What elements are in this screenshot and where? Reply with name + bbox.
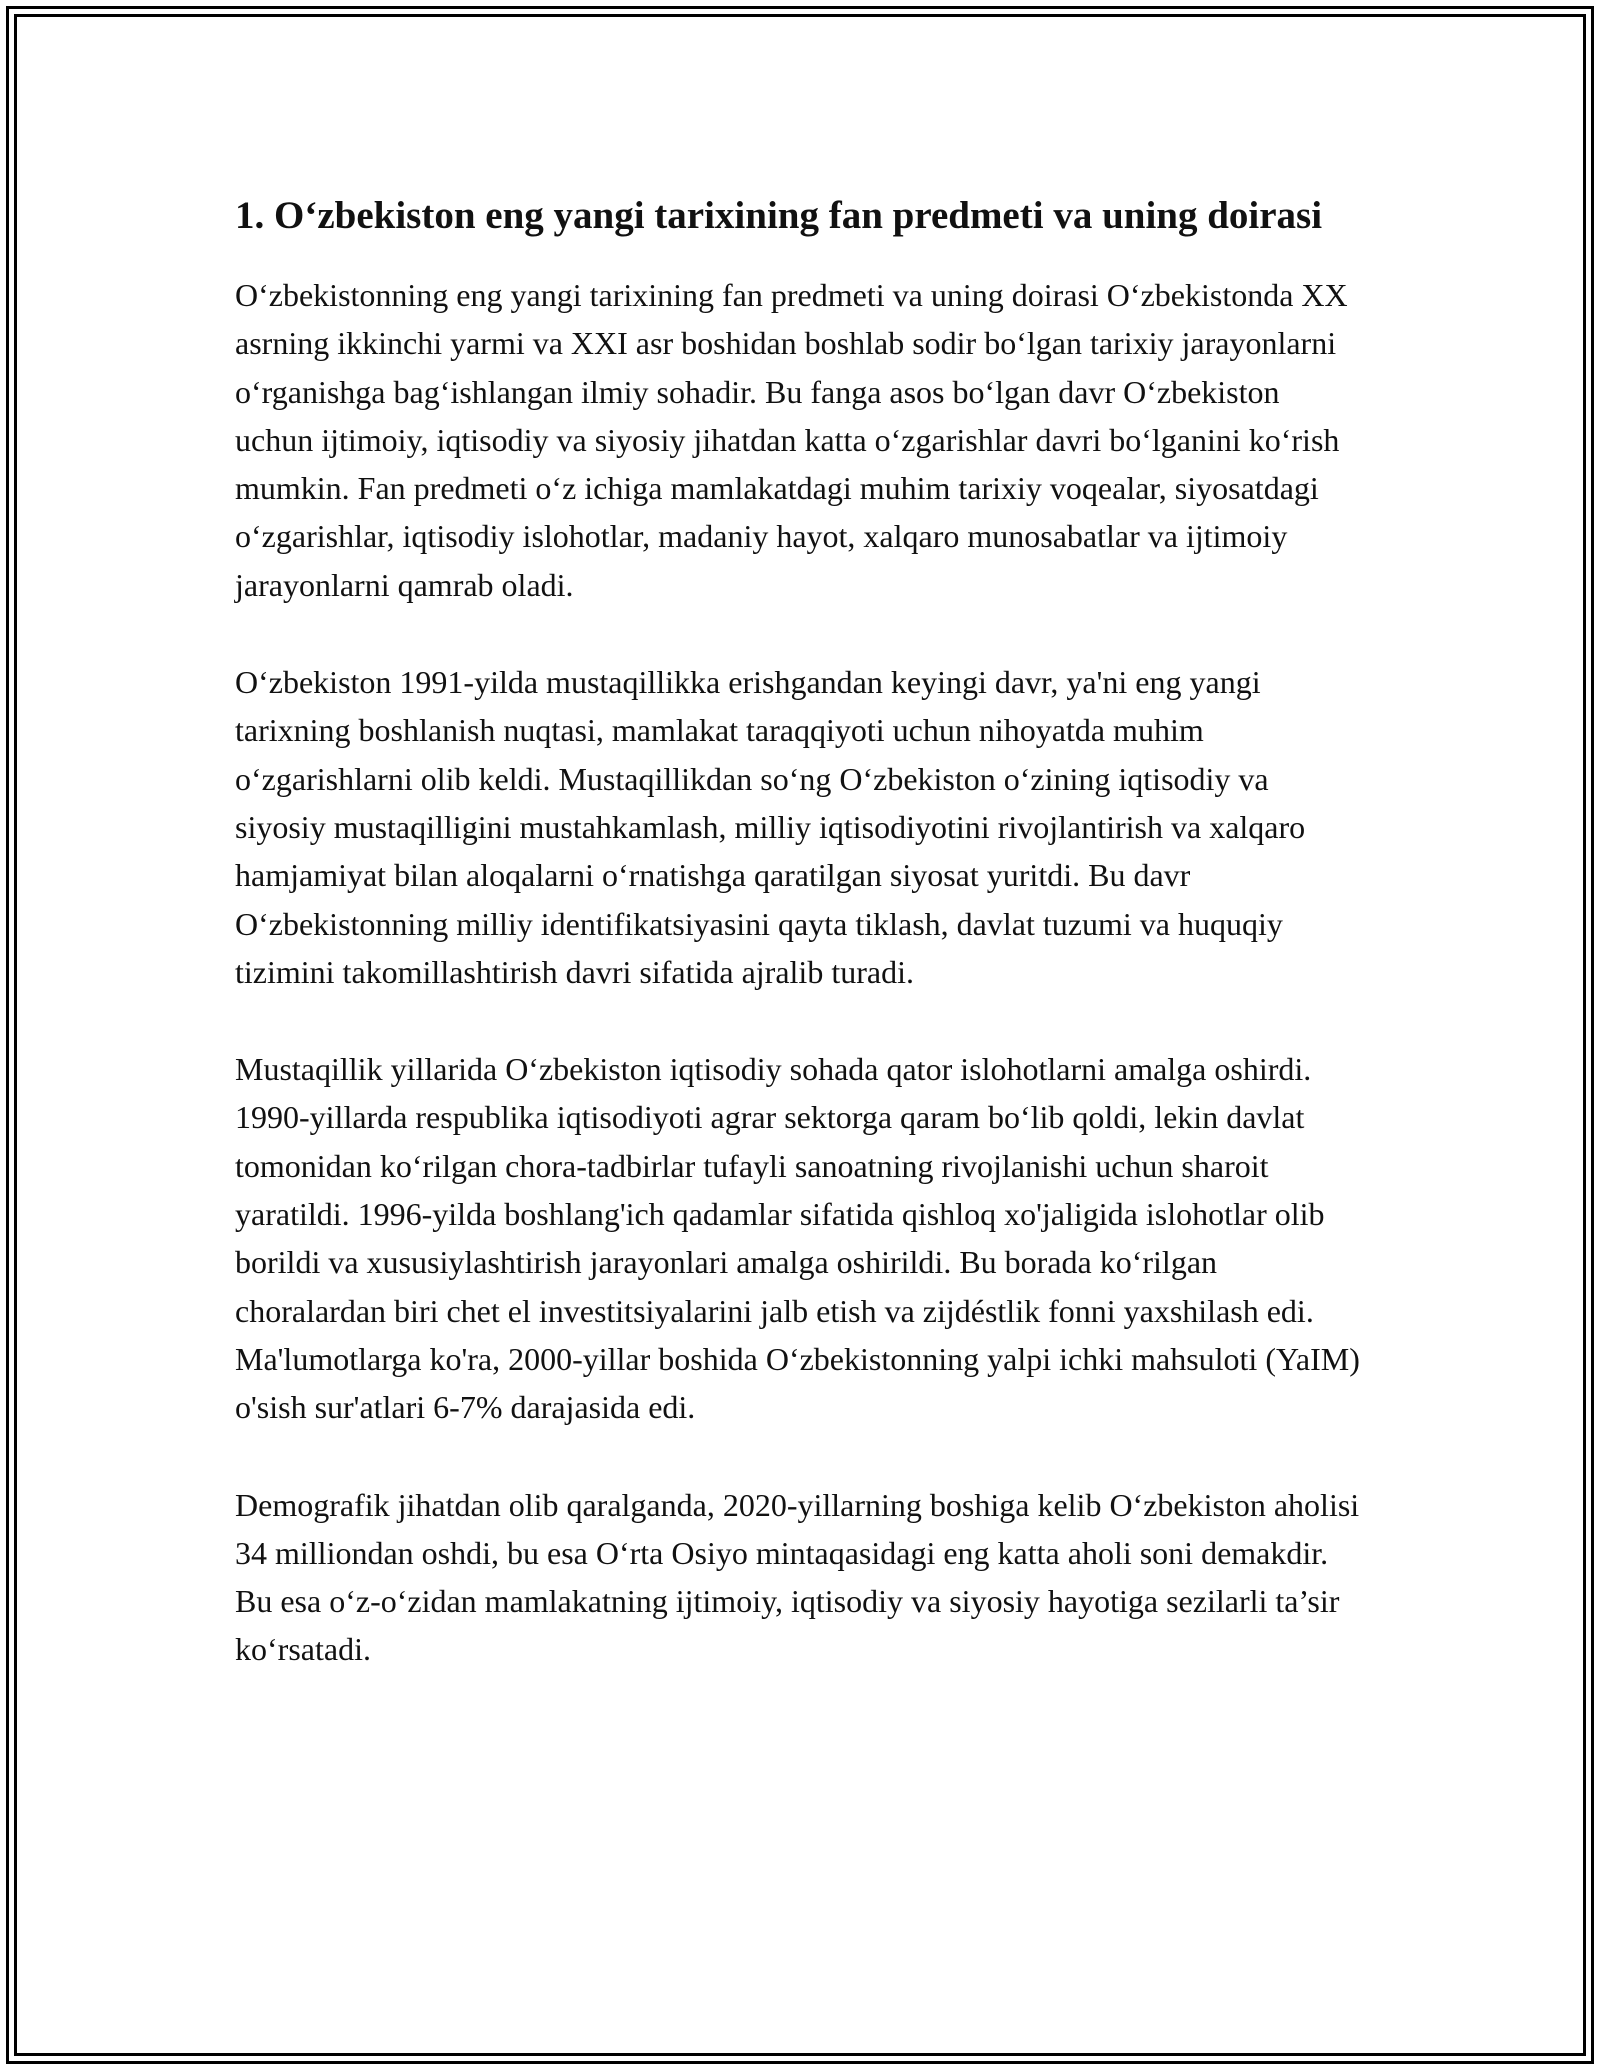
document-title: 1. O‘zbekiston eng yangi tarixining fan predmeti va uning doirasi: [235, 194, 1323, 237]
paragraph-1: O‘zbekistonning eng yangi tarixining fan predmeti va uning doirasi O‘zbekistonda XX asrning ikkinchi yarmi va XXI asr boshidan boshlab sodir bo‘lgan tarixiy jarayonlarni o‘rganishga bag‘ishlangan ilmiy sohadir. Bu fanga asos bo‘lgan davr O‘zbekiston uchun ijtimoiy, iqtisodiy va siyosiy jihatdan katta o‘zgarishlar davri bo‘lganini ko‘rish mumkin. Fan predmeti o‘z ichiga mamlakatdagi muhim tarixiy voqealar, siyosatdagi o‘zgarishlar, iqtisodiy islohotlar, madaniy hayot, xalqaro munosabatlar va ijtimoiy jarayonlarni qamrab oladi.: [235, 277, 1348, 603]
document-body: [235, 188, 1365, 1723]
paragraph-2: O‘zbekiston 1991-yilda mustaqillikka erishgandan keyingi davr, ya'ni eng yangi tarixning boshlanish nuqtasi, mamlakat taraqqiyoti uchun nihoyatda muhim o‘zgarishlarni olib keldi. Mustaqillikdan so‘ng O‘zbekiston o‘zining iqtisodiy va siyosiy mustaqilligini mustahkamlash, milliy iqtisodiyotini rivojlantirish va xalqaro hamjamiyat bilan aloqalarni o‘rnatishga qaratilgan siyosat yuritdi. Bu davr O‘zbekistonning milliy identifikatsiyasini qayta tiklash, davlat tuzumi va huquqiy tizimini takomillashtirish davri sifatida ajralib turadi.: [235, 664, 1306, 990]
paragraph-3: Mustaqillik yillarida O‘zbekiston iqtisodiy sohada qator islohotlarni amalga oshirdi. 1990-yillarda respublika iqtisodiyoti agrar sektorga qaram bo‘lib qoldi, lekin davlat tomonidan ko‘rilgan chora-tadbirlar tufayli sanoatning rivojlanishi uchun sharoit yaratildi. 1996-yilda boshlang'ich qadamlar sifatida qishloq xo'jaligida islohotlar olib borildi va xususiylashtirish jarayonlari amalga oshirildi. Bu borada ko‘rilgan choralardan biri chet el investitsiyalarini jalb etish va zijdéstlik fonni yaxshilash edi. Ma'lumotlarga ko'ra, 2000-yillar boshida O‘zbekistonning yalpi ichki mahsuloti (YaIM) o'sish sur'atlari 6-7% darajasida edi.: [235, 1051, 1360, 1426]
paragraph-4: Demografik jihatdan olib qaralganda, 2020-yillarning boshiga kelib O‘zbekiston aholisi 34 milliondan oshdi, bu esa O‘rta Osiyo mintaqasidagi eng katta aholi soni demakdir. Bu esa o‘z-o‘zidan mamlakatning ijtimoiy, iqtisodiy va siyosiy hayotiga sezilarli ta’sir ko‘rsatadi.: [235, 1486, 1360, 1668]
